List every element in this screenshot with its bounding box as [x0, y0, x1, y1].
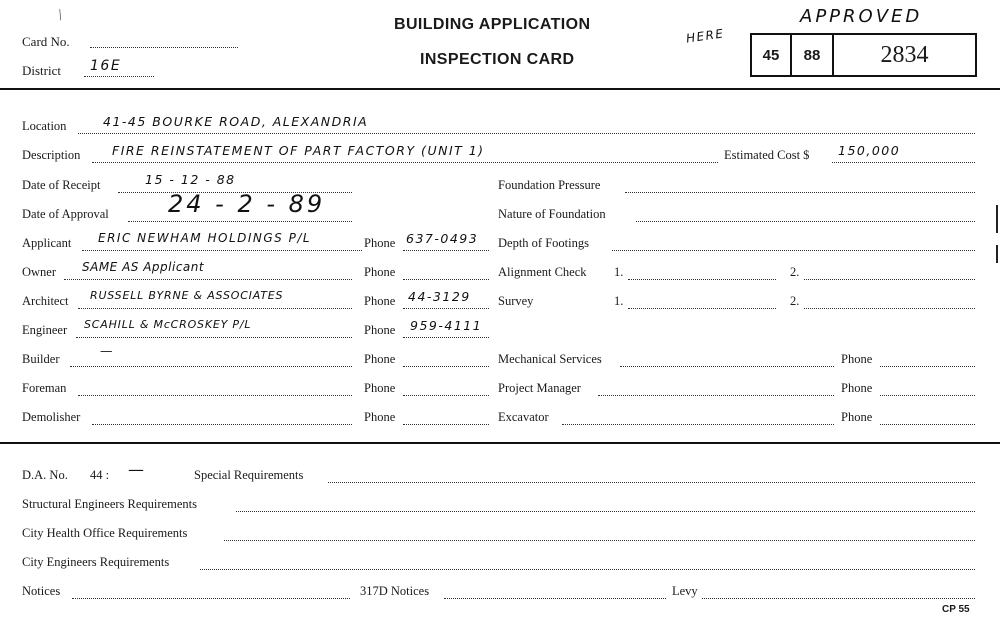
date-approval-line[interactable] [128, 221, 352, 222]
engineer-phone-line[interactable] [403, 337, 489, 338]
builder-phone-label: Phone [364, 352, 396, 366]
approved-stamp: APPROVED [800, 6, 923, 27]
engineer-phone-value: 959-4111 [410, 318, 483, 333]
nature-foundation-label: Nature of Foundation [498, 207, 606, 221]
da-no-dash: — [128, 460, 146, 479]
foundation-pressure-line[interactable] [625, 192, 975, 193]
owner-value: SAME AS Applicant [82, 260, 205, 274]
depth-footings-line[interactable] [612, 250, 975, 251]
special-requirements-line[interactable] [328, 482, 975, 483]
levy-line[interactable] [702, 598, 975, 599]
reference-box-2: 88 [803, 46, 821, 64]
nature-foundation-line[interactable] [636, 221, 975, 222]
date-approval-value: 24 - 2 - 89 [168, 190, 326, 218]
excavator-label: Excavator [498, 410, 549, 424]
notices-317d-line[interactable] [444, 598, 666, 599]
owner-line[interactable] [64, 279, 352, 280]
district-label: District [22, 63, 61, 78]
applicant-phone-label: Phone [364, 236, 396, 250]
date-approval-label: Date of Approval [22, 207, 109, 221]
health-requirements-line[interactable] [224, 540, 975, 541]
foreman-phone-line[interactable] [403, 395, 489, 396]
da-no-value: 44 : [90, 468, 110, 482]
description-line[interactable] [92, 162, 718, 163]
project-manager-line[interactable] [598, 395, 834, 396]
alignment-2-label: 2. [790, 265, 800, 279]
reference-box-1: 45 [762, 46, 780, 64]
mechanical-line[interactable] [620, 366, 834, 367]
alignment-1-line[interactable] [628, 279, 776, 280]
foreman-label: Foreman [22, 381, 67, 395]
applicant-phone-value: 637-0493 [406, 231, 479, 246]
description-label: Description [22, 148, 81, 162]
owner-phone-label: Phone [364, 265, 396, 279]
engineer-value: SCAHILL & McCROSKEY P/L [84, 318, 252, 331]
form-title: BUILDING APPLICATION [394, 16, 591, 33]
demolisher-phone-label: Phone [364, 410, 396, 424]
architect-phone-label: Phone [364, 294, 396, 308]
mechanical-phone-line[interactable] [880, 366, 975, 367]
city-engineers-requirements-line[interactable] [200, 569, 975, 570]
survey-1-label: 1. [614, 294, 624, 308]
excavator-phone-line[interactable] [880, 424, 975, 425]
alignment-label: Alignment Check [498, 265, 587, 279]
engineer-label: Engineer [22, 323, 68, 337]
date-receipt-label: Date of Receipt [22, 178, 101, 192]
builder-value: — [100, 343, 114, 358]
notices-label: Notices [22, 584, 61, 598]
health-requirements-label: City Health Office Requirements [22, 526, 188, 540]
district-line[interactable] [84, 76, 154, 77]
survey-1-line[interactable] [628, 308, 776, 309]
mechanical-phone-label: Phone [841, 352, 873, 366]
excavator-line[interactable] [562, 424, 834, 425]
header-divider [0, 88, 1000, 90]
alignment-2-line[interactable] [804, 279, 975, 280]
mechanical-label: Mechanical Services [498, 352, 602, 366]
foundation-pressure-label: Foundation Pressure [498, 178, 601, 192]
applicant-phone-line[interactable] [403, 250, 489, 251]
card-no-label: Card No. [22, 34, 70, 49]
owner-label: Owner [22, 265, 57, 279]
owner-phone-line[interactable] [403, 279, 489, 280]
excavator-phone-label: Phone [841, 410, 873, 424]
builder-label: Builder [22, 352, 60, 366]
project-manager-phone-label: Phone [841, 381, 873, 395]
project-manager-label: Project Manager [498, 381, 581, 395]
architect-value: RUSSELL BYRNE & ASSOCIATES [90, 289, 284, 302]
demolisher-label: Demolisher [22, 410, 81, 424]
alignment-1-label: 1. [614, 265, 624, 279]
architect-phone-line[interactable] [403, 308, 489, 309]
builder-phone-line[interactable] [403, 366, 489, 367]
depth-footings-label: Depth of Footings [498, 236, 589, 250]
reference-number: 2834 [880, 41, 929, 68]
here-note: HERE [685, 26, 726, 46]
scan-edge-mark [996, 205, 998, 233]
requirements-divider [0, 442, 1000, 444]
survey-2-label: 2. [790, 294, 800, 308]
engineer-line[interactable] [76, 337, 352, 338]
estimated-cost-label: Estimated Cost $ [724, 148, 810, 162]
engineer-phone-label: Phone [364, 323, 396, 337]
location-value: 41-45 BOURKE ROAD, ALEXANDRIA [103, 114, 369, 129]
city-engineers-requirements-label: City Engineers Requirements [22, 555, 170, 569]
pen-mark-icon: ⁄ [55, 9, 67, 23]
builder-line[interactable] [70, 366, 352, 367]
applicant-label: Applicant [22, 236, 72, 250]
special-requirements-label: Special Requirements [194, 468, 304, 482]
form-subtitle: INSPECTION CARD [420, 51, 575, 68]
foreman-line[interactable] [78, 395, 352, 396]
project-manager-phone-line[interactable] [880, 395, 975, 396]
survey-label: Survey [498, 294, 534, 308]
location-line[interactable] [78, 133, 975, 134]
survey-2-line[interactable] [804, 308, 975, 309]
location-label: Location [22, 119, 67, 133]
da-no-label: D.A. No. [22, 468, 68, 482]
district-value: 16E [90, 58, 122, 74]
demolisher-line[interactable] [92, 424, 352, 425]
architect-line[interactable] [78, 308, 352, 309]
date-receipt-value: 15 - 12 - 88 [145, 172, 236, 187]
scan-edge-mark [996, 245, 998, 263]
estimated-cost-line[interactable] [832, 162, 975, 163]
demolisher-phone-line[interactable] [403, 424, 489, 425]
levy-label: Levy [672, 584, 698, 598]
description-value: FIRE REINSTATEMENT OF PART FACTORY (UNIT 1) [112, 143, 485, 158]
foreman-phone-label: Phone [364, 381, 396, 395]
estimated-cost-value: 150,000 [838, 143, 901, 158]
architect-label: Architect [22, 294, 69, 308]
structural-requirements-line[interactable] [236, 511, 975, 512]
form-code: CP 55 [942, 604, 970, 615]
applicant-line[interactable] [82, 250, 362, 251]
card-no-line[interactable] [90, 47, 238, 48]
applicant-value: ERIC NEWHAM HOLDINGS P/L [98, 231, 312, 245]
architect-phone-value: 44-3129 [408, 289, 471, 304]
structural-requirements-label: Structural Engineers Requirements [22, 497, 197, 511]
notices-317d-label: 317D Notices [360, 584, 430, 598]
notices-line[interactable] [72, 598, 350, 599]
